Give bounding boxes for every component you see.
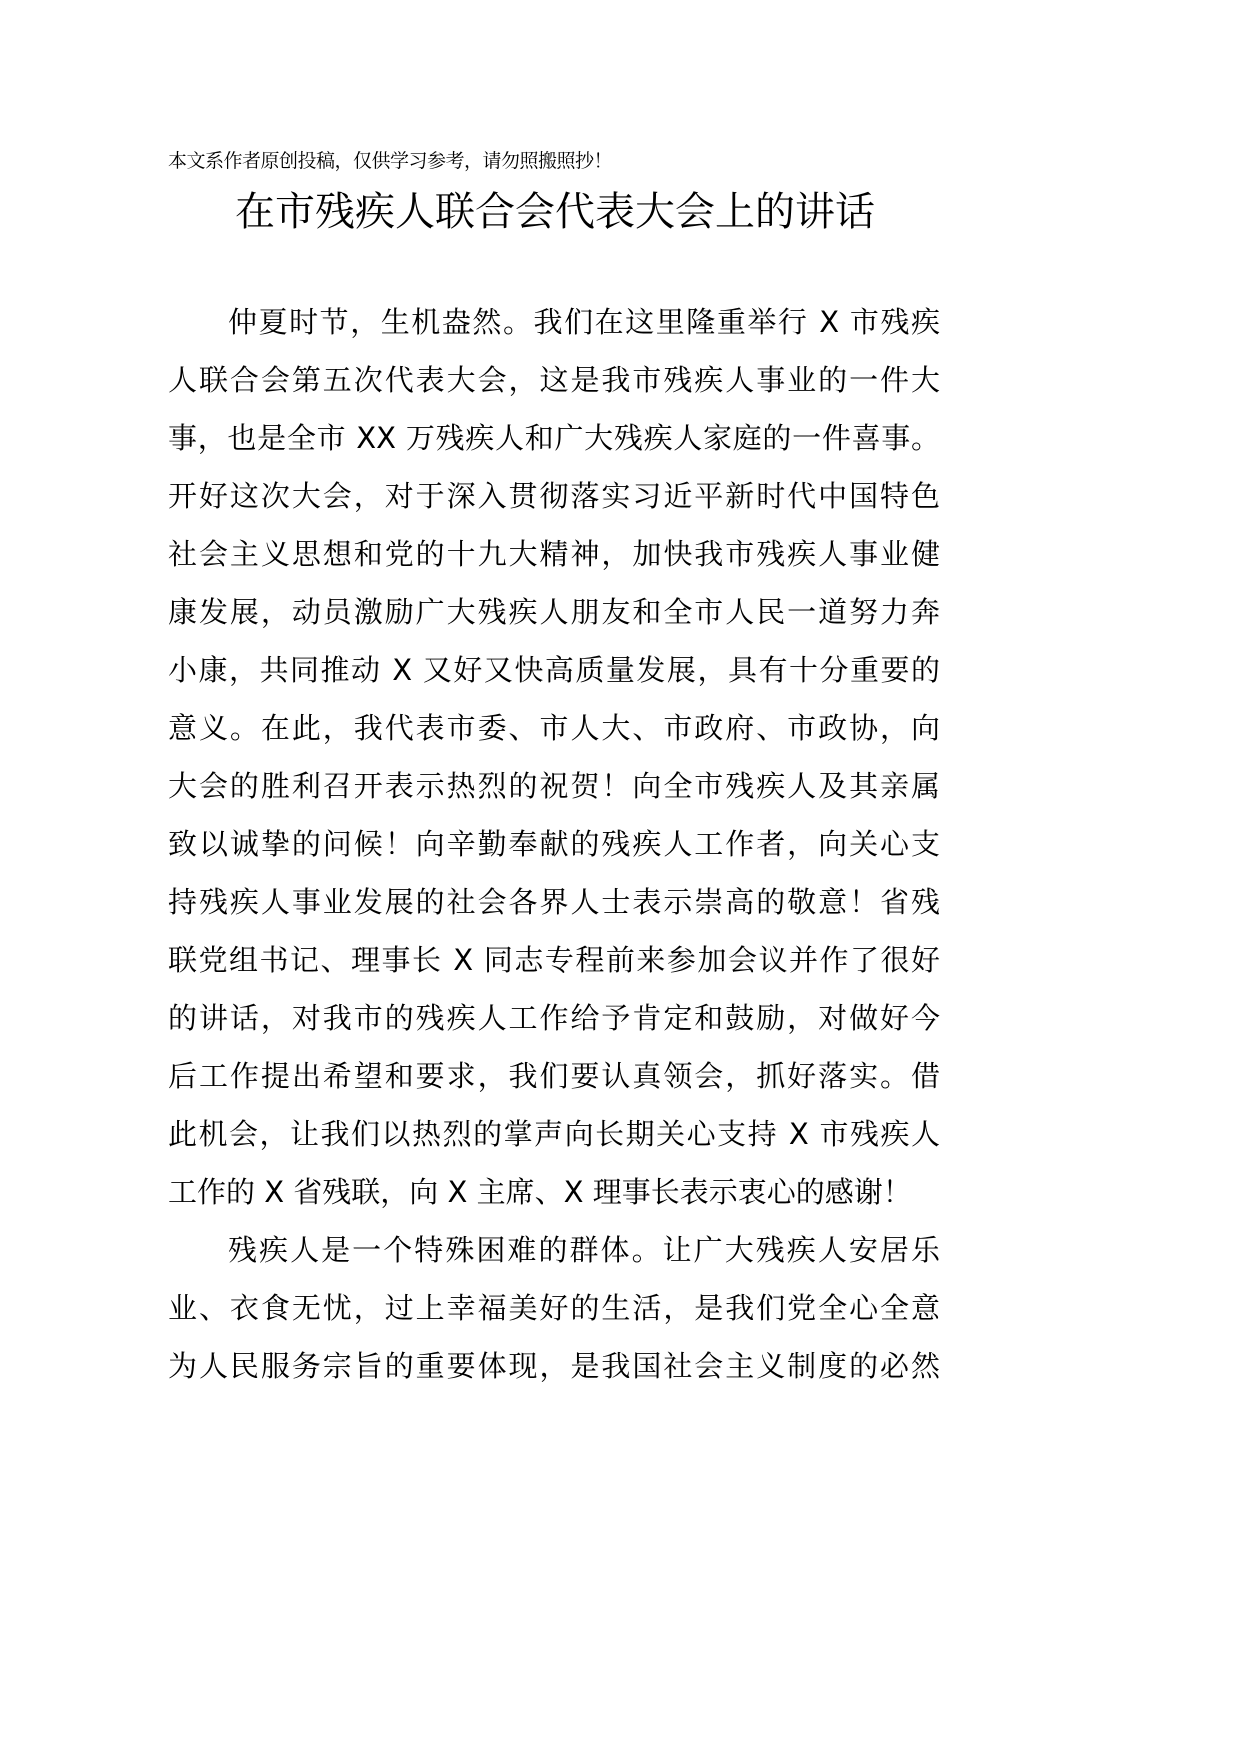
text-line: 持残疾人事业发展的社会各界人士表示崇高的敬意！省残 <box>168 885 940 919</box>
text-line: 人联合会第五次代表大会，这是我市残疾人事业的一件大 <box>168 363 940 397</box>
document-title: 在市残疾人联合会代表大会上的讲话 <box>235 189 875 235</box>
text-line: 意义。在此，我代表市委、市人大、市政府、市政协，向 <box>168 711 940 745</box>
text-line: 康发展，动员激励广大残疾人朋友和全市人民一道努力奔 <box>168 595 940 629</box>
copyright-note: 本文系作者原创投稿，仅供学习参考，请勿照搬照抄！ <box>168 150 613 172</box>
text-line: 的讲话，对我市的残疾人工作给予肯定和鼓励，对做好今 <box>168 1001 940 1035</box>
text-line: 业、衣食无忧，过上幸福美好的生活，是我们党全心全意 <box>168 1291 940 1325</box>
text-line: 社会主义思想和党的十九大精神，加快我市残疾人事业健 <box>168 537 940 571</box>
text-line: 联党组书记、理事长 X 同志专程前来参加会议并作了很好 <box>168 943 940 977</box>
text-line: 工作的 X 省残联，向 X 主席、X 理事长表示衷心的感谢！ <box>168 1175 912 1209</box>
text-line: 后工作提出希望和要求，我们要认真领会，抓好落实。借 <box>168 1059 940 1093</box>
paragraph-2 <box>168 1228 940 1402</box>
text-line: 小康，共同推动 X 又好又快高质量发展，具有十分重要的 <box>168 653 940 687</box>
text-line: 为人民服务宗旨的重要体现，是我国社会主义制度的必然 <box>168 1349 940 1383</box>
document-body <box>168 300 940 1402</box>
text-line: 残疾人是一个特殊困难的群体。让广大残疾人安居乐 <box>228 1233 940 1267</box>
paragraph-1 <box>168 300 940 1228</box>
text-line: 此机会，让我们以热烈的掌声向长期关心支持 X 市残疾人 <box>168 1117 940 1151</box>
text-line: 开好这次大会，对于深入贯彻落实习近平新时代中国特色 <box>168 479 940 513</box>
text-line: 致以诚挚的问候！向辛勤奉献的残疾人工作者，向关心支 <box>168 827 940 861</box>
text-line: 大会的胜利召开表示热烈的祝贺！向全市残疾人及其亲属 <box>168 769 940 803</box>
text-line: 仲夏时节，生机盎然。我们在这里隆重举行 X 市残疾 <box>228 305 940 339</box>
text-line: 事，也是全市 XX 万残疾人和广大残疾人家庭的一件喜事。 <box>168 421 940 455</box>
